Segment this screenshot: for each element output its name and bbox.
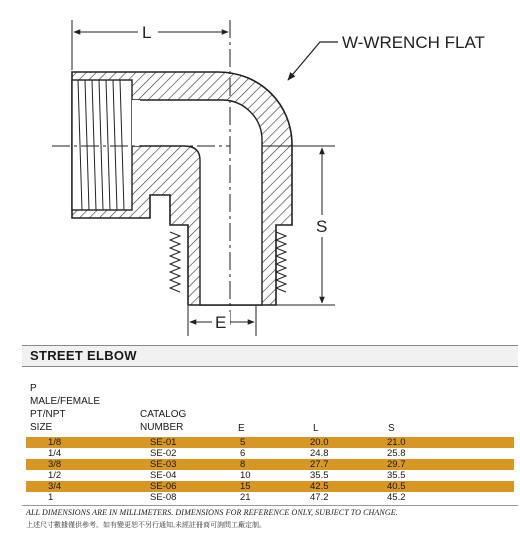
e-cell: 15	[240, 481, 251, 492]
catalog-cell: SE-08	[150, 492, 177, 503]
catalog-cell: SE-01	[150, 437, 177, 448]
l-cell: 47.2	[310, 492, 329, 503]
header-line: NUMBER	[140, 422, 184, 433]
size-column-header	[30, 382, 100, 434]
e-column-header: E	[238, 423, 245, 434]
e-cell: 21	[240, 492, 251, 503]
catalog-cell: SE-06	[150, 481, 177, 492]
l-cell: 42.5	[310, 481, 329, 492]
l-cell: 24.8	[310, 448, 329, 459]
product-title: STREET ELBOW	[30, 348, 137, 363]
dimensions-note: ALL DIMENSIONS ARE IN MILLIMETERS. DIMENSIONS FOR REFERENCE ONLY, SUBJECT TO CHANGE.	[26, 508, 398, 517]
e-label: E	[215, 313, 227, 332]
catalog-column-header	[140, 408, 186, 434]
e-cell: 5	[240, 437, 246, 448]
size-cell: 3/4	[48, 481, 62, 492]
l-label: L	[142, 23, 152, 42]
l-cell: 35.5	[310, 470, 329, 481]
table-row	[26, 470, 514, 481]
s-cell: 45.2	[387, 492, 406, 503]
table-row	[26, 481, 514, 492]
wrench-flat-callout: W-WRENCH FLAT	[342, 33, 485, 52]
s-cell: 21.0	[387, 437, 406, 448]
table-row	[26, 492, 514, 503]
e-cell: 10	[240, 470, 251, 481]
table-row	[26, 459, 514, 470]
title-bar	[22, 345, 518, 367]
header-line: P	[30, 383, 37, 394]
table-row	[26, 448, 514, 459]
size-cell: 1/4	[48, 448, 62, 459]
wrench-flat-leader	[288, 42, 338, 80]
s-cell: 25.8	[387, 448, 406, 459]
table-row	[26, 437, 514, 448]
s-cell: 29.7	[387, 459, 406, 470]
table-body	[26, 437, 514, 503]
header-line: MALE/FEMALE	[30, 396, 101, 407]
catalog-cell: SE-02	[150, 448, 177, 459]
s-cell: 40.5	[387, 481, 406, 492]
header-line: PT/NPT	[30, 409, 66, 420]
male-thread-right	[276, 232, 286, 292]
e-cell: 6	[240, 448, 246, 459]
size-cell: 1/8	[48, 437, 62, 448]
size-cell: 1	[48, 492, 54, 503]
s-cell: 35.5	[387, 470, 406, 481]
l-column-header: L	[313, 423, 319, 434]
size-cell: 1/2	[48, 470, 62, 481]
l-cell: 27.7	[310, 459, 329, 470]
table-bottom-rule	[22, 505, 518, 506]
e-cell: 8	[240, 459, 246, 470]
l-cell: 20.0	[310, 437, 329, 448]
catalog-cell: SE-03	[150, 459, 177, 470]
catalog-cell: SE-04	[150, 470, 177, 481]
male-thread-left	[170, 232, 180, 292]
s-column-header: S	[388, 423, 395, 434]
s-label: S	[316, 217, 328, 236]
size-cell: 3/8	[48, 459, 62, 470]
dimensions-note-chinese: 上述尺寸數據僅供參考。如有變更恕不另行通知,未經註冊商可詢問工廠定制。	[26, 522, 266, 529]
header-line: SIZE	[30, 422, 53, 433]
header-line: CATALOG	[140, 409, 187, 420]
